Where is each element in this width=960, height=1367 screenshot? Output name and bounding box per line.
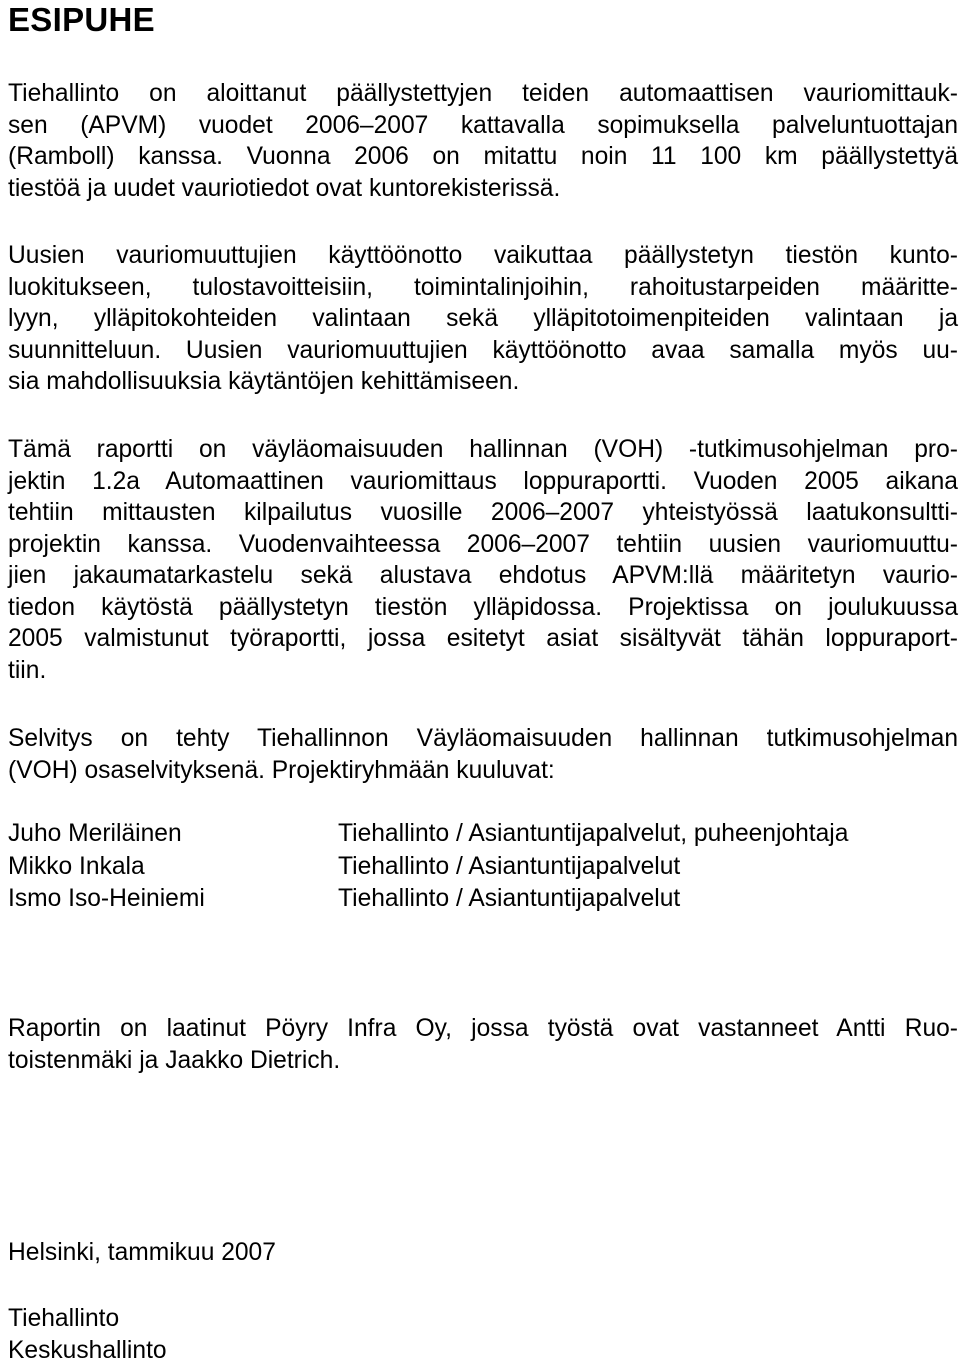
paragraph-impacts: [8, 240, 958, 398]
place-date: Helsinki, tammikuu 2007: [8, 1239, 276, 1266]
member-row: [8, 851, 958, 884]
paragraph-line: sen (APVM) vuodet 2006–2007 kattavalla sopimuksella palveluntuottajan: [8, 111, 958, 139]
member-row: [8, 883, 958, 916]
member-organization: Tiehallinto / Asiantuntijapalvelut, puheenjohtaja: [338, 820, 849, 847]
member-organization: Tiehallinto / Asiantuntijapalvelut: [338, 885, 681, 912]
signature-unit: Keskushallinto: [8, 1337, 167, 1364]
paragraph-intro: [8, 78, 958, 204]
paragraph-line: Selvitys on tehty Tiehallinnon Väyläomaisuuden hallinnan tutkimusohjelman: [8, 725, 958, 752]
page-title: ESIPUHE: [8, 1, 155, 38]
member-row: [8, 818, 958, 851]
paragraph-line: (Ramboll) kanssa. Vuonna 2006 on mitattu noin 11 100 km päällystettyä: [8, 143, 958, 170]
paragraph-line: jektin 1.2a Automaattinen vauriomittaus loppuraportti. Vuoden 2005 aikana: [8, 467, 958, 495]
paragraph-line: Tiehallinto on aloittanut päällystettyjen teiden automaattisen vauriomittauk-: [8, 80, 958, 107]
paragraph-line: tiedon käytöstä päällystetyn tiestön ylläpidossa. Projektissa on joulukuussa: [8, 593, 958, 621]
paragraph-line: toistenmäki ja Jaakko Dietrich.: [8, 1046, 341, 1074]
paragraph-line: tiestöä ja uudet vauriotiedot ovat kuntorekisterissä.: [8, 174, 561, 202]
member-name: Mikko Inkala: [8, 852, 145, 880]
paragraph-project-group: [8, 723, 958, 786]
paragraph-line: tehtiin mittausten kilpailutus vuosille 2006–2007 yhteistyössä laatukonsultti-: [8, 499, 958, 526]
project-group-list: [8, 818, 958, 916]
signature-organization: Tiehallinto: [8, 1305, 120, 1332]
paragraph-line: (VOH) osaselvityksenä. Projektiryhmään kuuluvat:: [8, 756, 555, 784]
member-name: Ismo Iso-Heiniemi: [8, 885, 205, 912]
paragraph-line: tiin.: [8, 656, 47, 684]
paragraph-line: projektin kanssa. Vuodenvaihteessa 2006–2007 tehtiin uusien vauriomuuttu-: [8, 530, 958, 558]
paragraph-line: sia mahdollisuuksia käytäntöjen kehittämiseen.: [8, 368, 520, 395]
paragraph-line: suunnitteluun. Uusien vauriomuuttujien käyttöönotto avaa samalla myös uu-: [8, 336, 958, 364]
paragraph-line: Tämä raportti on väyläomaisuuden hallinnan (VOH) -tutkimusohjelman pro-: [8, 436, 958, 463]
member-organization: Tiehallinto / Asiantuntijapalvelut: [338, 852, 681, 880]
paragraph-line: Uusien vauriomuuttujien käyttöönotto vaikuttaa päällystetyn tiestön kunto-: [8, 242, 958, 269]
paragraph-line: 2005 valmistunut työraportti, jossa esitetyt asiat sisältyvät tähän loppuraport-: [8, 625, 958, 652]
signature-block: [8, 1303, 167, 1367]
paragraph-line: lyyn, ylläpitokohteiden valintaan sekä ylläpitotoimenpiteiden valintaan ja: [8, 305, 958, 332]
paragraph-line: jien jakaumatarkastelu sekä alustava ehdotus APVM:llä määritetyn vaurio-: [8, 562, 958, 589]
paragraph-line: luokitukseen, tulostavoitteisiin, toimintalinjoihin, rahoitustarpeiden määritte-: [8, 273, 958, 301]
paragraph-report: [8, 434, 958, 686]
paragraph-authors: [8, 1013, 958, 1076]
member-name: Juho Meriläinen: [8, 820, 182, 847]
paragraph-line: Raportin on laatinut Pöyry Infra Oy, jossa työstä ovat vastanneet Antti Ruo-: [8, 1015, 958, 1042]
